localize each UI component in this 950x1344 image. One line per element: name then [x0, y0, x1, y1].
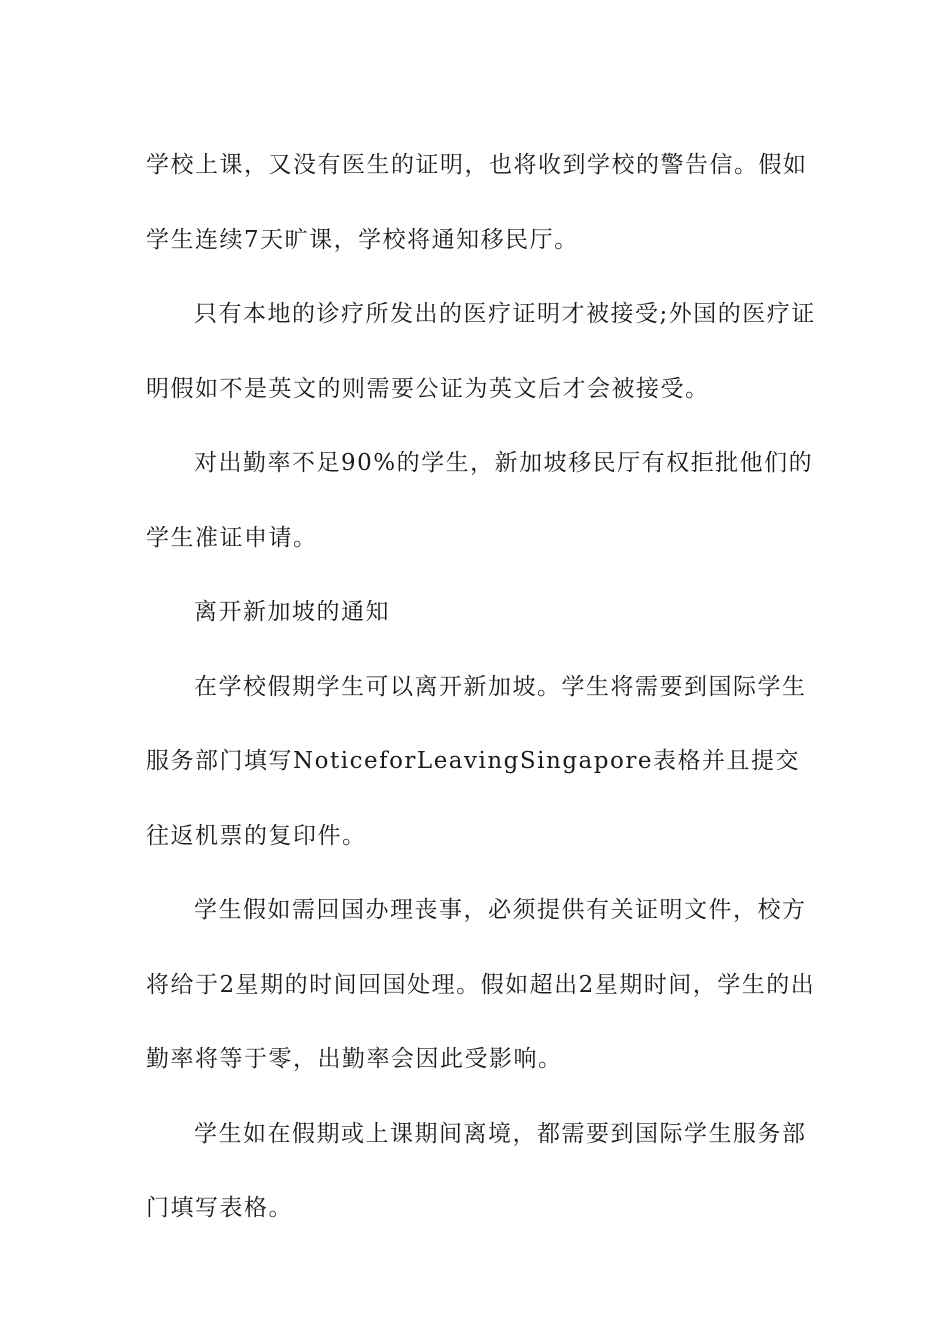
paragraph-attendance-warning: 学校上课，又没有医生的证明，也将收到学校的警告信。假如学生连续7天旷课，学校将通知移民厅。 — [146, 152, 808, 253]
paragraph-medical-certificate: 只有本地的诊疗所发出的医疗证明才被接受;外国的医疗证明假如不是英文的则需要公证为英文后才会被接受。 — [146, 301, 816, 402]
paragraph-departure-form: 学生如在假期或上课期间离境，都需要到国际学生服务部门填写表格。 — [146, 1120, 807, 1221]
section-heading-leaving-notice: 离开新加坡的通知 — [194, 599, 390, 625]
paragraph-attendance-rate: 对出勤率不足90%的学生，新加坡移民厅有权拒批他们的学生准证申请。 — [146, 450, 814, 551]
paragraph-leaving-singapore: 在学校假期学生可以离开新加坡。学生将需要到国际学生服务部门填写NoticeforLeavingSingapore表格并且提交往返机票的复印件。 — [146, 673, 807, 849]
document-body — [146, 128, 816, 1246]
paragraph-funeral-leave: 学生假如需回国办理丧事，必须提供有关证明文件，校方将给于2星期的时间回国处理。假如超出2星期时间，学生的出勤率将等于零，出勤率会因此受影响。 — [146, 897, 816, 1072]
